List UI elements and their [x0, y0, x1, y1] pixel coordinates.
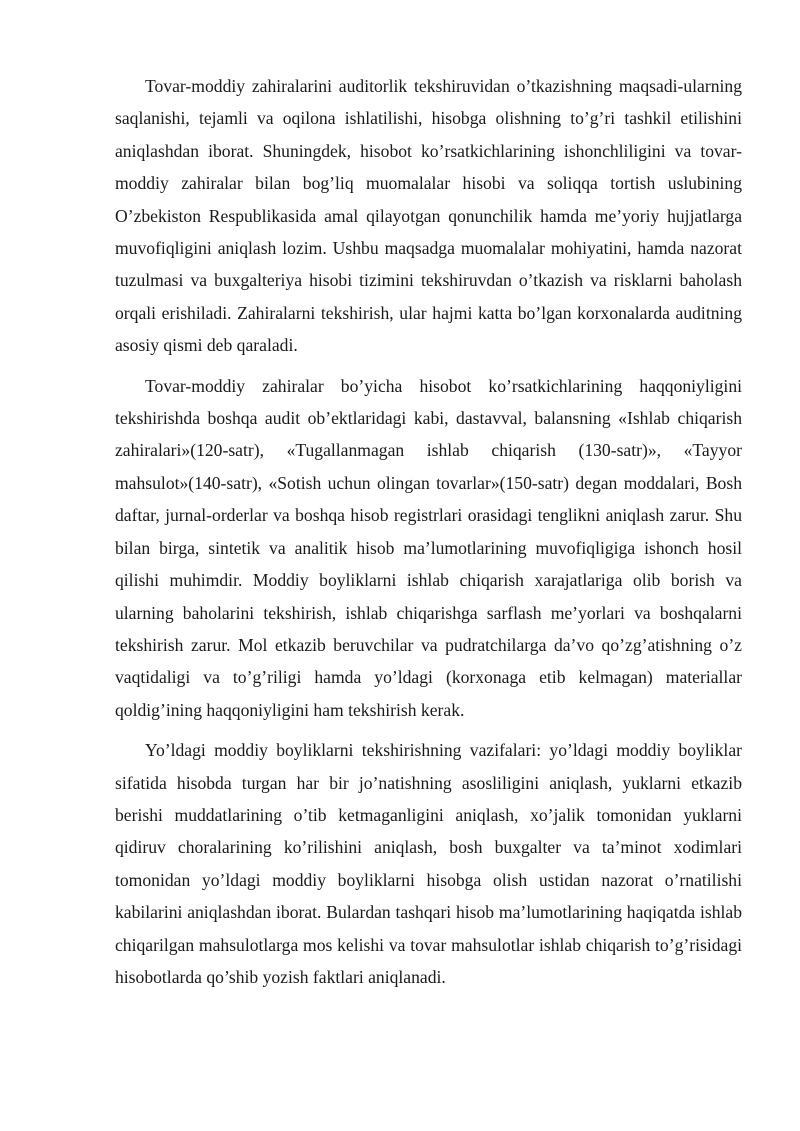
document-page — [115, 70, 742, 993]
paragraph-reporting-checks: Tovar-moddiy zahiralar bo’yicha hisobot ko’rsatkichlarining haqqoniyligini tekshirishda boshqa audit ob’ektlaridagi kabi, dastavval, balansning «Ishlab chiqarish zahiralari»(120-satr), «Tugallanmagan ishlab chiqarish (130-satr)», «Tayyor mahsulot»(140-satr), «Sotish uchun olingan tovarlar»(150-satr) degan moddalari, Bosh daftar, jurnal-orderlar va boshqa hisob registrlari orasidagi tenglikni aniqlash zarur. Shu bilan birga, sintetik va analitik hisob ma’lumotlarining muvofiqligiga ishonch hosil qilishi muhimdir. Moddiy boyliklarni ishlab chiqarish xarajatlariga olib borish va ularning baholarini tekshirish, ishlab chiqarishga sarflash me’yorlari va boshqalarni tekshirish zarur. Mol etkazib beruvchilar va pudratchilarga da’vo qo’zg’atishning o’z vaqtidaligi va to’g’riligi hamda yo’ldagi (korxonaga etib kelmagan) materiallar qoldig’ining haqqoniyligini ham tekshirish kerak. — [115, 375, 742, 720]
paragraph-goods-in-transit: Yo’ldagi moddiy boyliklarni tekshirishning vazifalari: yo’ldagi moddiy boyliklar sifatida hisobda turgan har bir jo’natishning asosliligini aniqlash, yuklarni etkazib berishi muddatlarining o’tib ketmaganligini aniqlash, xo’jalik tomonidan yuklarni qidiruv choralarining ko’rilishini aniqlash, bosh buxgalter va ta’minot xodimlari tomonidan yo’ldagi moddiy boyliklarni hisobga olish ustidan nazorat o’rnatilishi kabilarini aniqlashdan iborat. Bulardan tashqari hisob ma’lumotlarining haqiqatda ishlab chiqarilgan mahsulotlarga mos kelishi va tovar mahsulotlar ishlab chiqarish to’g’risidagi hisobotlarda qo’shib yozish faktlari aniqlanadi. — [115, 740, 742, 987]
paragraph-audit-purpose: Tovar-moddiy zahiralarini auditorlik tekshiruvidan o’tkazishning maqsadi-ularning saqlanishi, tejamli va oqilona ishlatilishi, hisobga olishning to’g’ri tashkil etilishini aniqlashdan iborat. Shuningdek, hisobot ko’rsatkichlarining ishonchliligini va tovar-moddiy zahiralar bilan bog’liq muomalalar hisobi va soliqqa tortish uslubining O’zbekiston Respublikasida amal qilayotgan qonunchilik hamda me’yoriy hujjatlarga muvofiqligini aniqlash lozim. Ushbu maqsadga muomalalar mohiyatini, hamda nazorat tuzulmasi va buxgalteriya hisobi tizimini tekshiruvdan o’tkazish va risklarni baholash orqali erishiladi. Zahiralarni tekshirish, ular hajmi katta bo’lgan korxonalarda auditning asosiy qismi deb qaraladi. — [115, 76, 742, 356]
